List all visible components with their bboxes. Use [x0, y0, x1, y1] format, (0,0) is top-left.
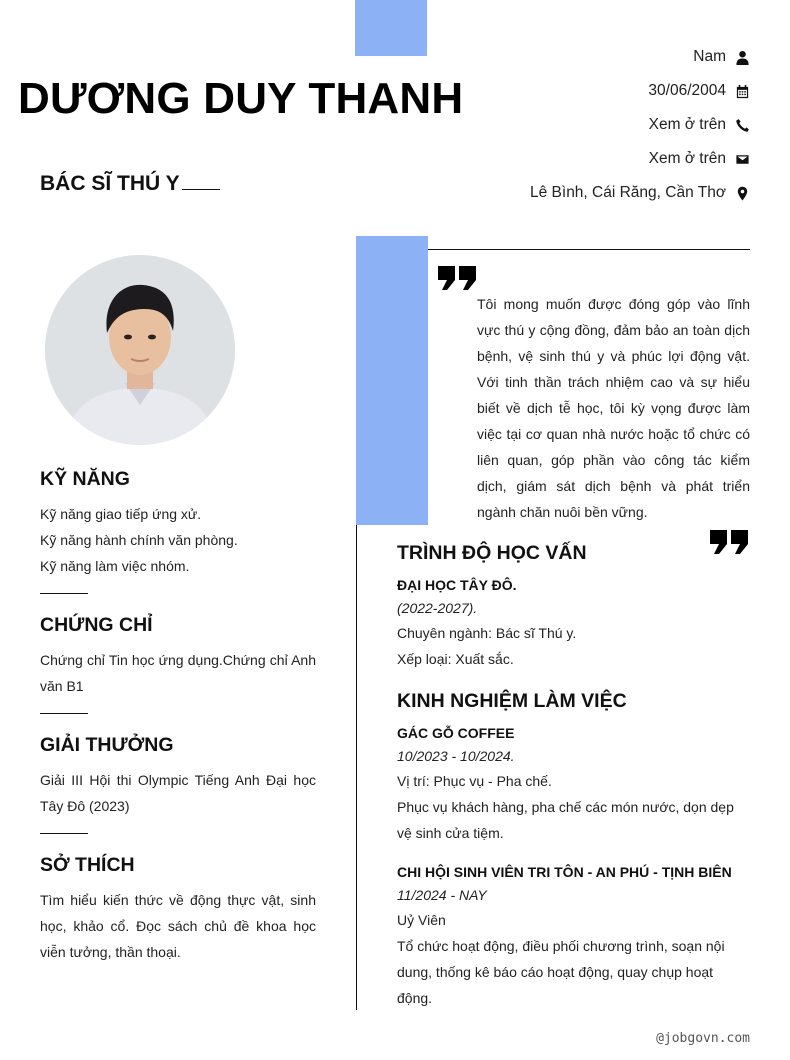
location-icon	[734, 185, 750, 201]
footer-watermark: @jobgovn.com	[656, 1031, 750, 1046]
contact-email	[530, 142, 750, 176]
job-title-underline	[182, 189, 220, 190]
contact-birthdate-text: 30/06/2004	[648, 82, 726, 99]
avatar	[45, 255, 235, 445]
education-section	[397, 542, 750, 672]
contact-birthdate	[530, 74, 750, 108]
education-school: ĐẠI HỌC TÂY ĐÔ.	[397, 577, 517, 593]
skill-item: Kỹ năng hành chính văn phòng.	[40, 532, 238, 548]
education-rank: Xếp loại: Xuất sắc.	[397, 651, 514, 667]
awards-section	[40, 734, 316, 819]
career-summary: Tôi mong muốn được đóng góp vào lĩnh vực thú y cộng đồng, đảm bảo an toàn dịch bệnh, vệ sinh thú y và phúc lợi động vật. Với tinh thần trách nhiệm cao và sự hiểu biết về dịch tễ học, tôi kỳ vọng được làm việc tại cơ quan nhà nước hoặc tổ chức có liên quan, góp phần vào công tác kiểm dịch, giám sát dịch bệnh và phát triển ngành chăn nuôi bền vững.	[477, 296, 750, 520]
skills-section	[40, 468, 316, 579]
user-icon	[734, 49, 750, 65]
job-title	[40, 172, 220, 196]
mail-icon	[734, 151, 750, 167]
candidate-name: DƯƠNG DUY THANH	[18, 74, 464, 123]
skill-item: Kỹ năng giao tiếp ứng xử.	[40, 506, 202, 522]
contact-address-text: Lê Bình, Cái Răng, Cần Thơ	[530, 184, 726, 201]
awards-text: Giải III Hội thi Olympic Tiếng Anh Đại học Tây Đô (2023)	[40, 772, 316, 814]
column-divider	[356, 525, 357, 1010]
experience-section	[397, 690, 750, 1011]
portrait-photo	[45, 255, 235, 445]
certificates-text: Chứng chỉ Tin học ứng dụng.Chứng chỉ Anh văn B1	[40, 652, 316, 694]
contact-phone	[530, 108, 750, 142]
certificates-title: CHỨNG CHỈ	[40, 614, 153, 636]
summary-top-rule	[428, 249, 750, 250]
right-column	[397, 542, 750, 1025]
experience-desc: Tổ chức hoạt động, điều phối chương trình, soạn nội dung, thống kê báo cáo hoạt động, quay chụp hoạt động.	[397, 938, 725, 1006]
section-divider	[40, 713, 88, 714]
calendar-icon	[734, 83, 750, 99]
hobbies-text: Tìm hiểu kiến thức về động thực vật, sinh học, khảo cổ. Đọc sách chủ đề khoa học viễn tưởng, thần thoại.	[40, 892, 316, 960]
experience-org: GÁC GỖ COFFEE	[397, 725, 515, 741]
education-period: (2022-2027).	[397, 600, 478, 616]
contact-gender-text: Nam	[693, 48, 726, 65]
contact-gender	[530, 40, 750, 74]
left-column	[40, 468, 316, 965]
contact-email-text: Xem ở trên	[648, 150, 726, 167]
experience-role: Vị trí: Phục vụ - Pha chế.	[397, 773, 552, 789]
awards-title: GIẢI THƯỞNG	[40, 734, 174, 756]
section-divider	[40, 833, 88, 834]
experience-item	[397, 721, 750, 846]
section-divider	[40, 593, 88, 594]
contact-phone-text: Xem ở trên	[648, 116, 726, 133]
hobbies-title: SỞ THÍCH	[40, 854, 135, 876]
hobbies-section	[40, 854, 316, 965]
education-major: Chuyên ngành: Bác sĩ Thú y.	[397, 625, 577, 641]
experience-period: 11/2024 - NAY	[397, 887, 487, 903]
accent-block-top	[355, 0, 427, 56]
quote-open-icon	[437, 265, 477, 291]
skill-item: Kỹ năng làm việc nhóm.	[40, 558, 190, 574]
accent-block-middle	[356, 236, 428, 525]
skills-title: KỸ NĂNG	[40, 468, 130, 490]
experience-desc: Phục vụ khách hàng, pha chế các món nước, dọn dẹp vệ sinh cửa tiệm.	[397, 799, 734, 841]
education-title: TRÌNH ĐỘ HỌC VẤN	[397, 542, 587, 564]
contact-info	[530, 40, 750, 210]
phone-icon	[734, 117, 750, 133]
experience-org: CHI HỘI SINH VIÊN TRI TÔN - AN PHÚ - TỊNH BIÊN	[397, 864, 732, 880]
experience-item	[397, 860, 750, 1011]
experience-period: 10/2023 - 10/2024.	[397, 748, 515, 764]
job-title-text: BÁC SĨ THÚ Y	[40, 172, 180, 195]
experience-role: Uỷ Viên	[397, 912, 446, 928]
certificates-section	[40, 614, 316, 699]
experience-title: KINH NGHIỆM LÀM VIỆC	[397, 690, 627, 712]
contact-address	[530, 176, 750, 210]
